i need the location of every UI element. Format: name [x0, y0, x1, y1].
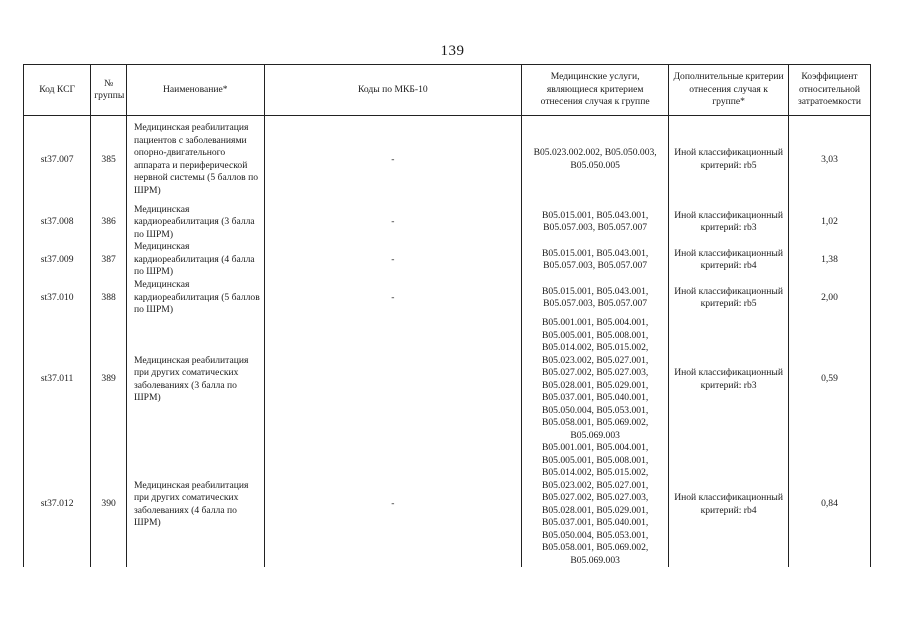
header-extra-criteria: Дополнительные критерии отнесения случая к группе* [669, 65, 789, 116]
row-criteria: Иной классификационный критерий: rb3 [669, 204, 789, 242]
ksg-table [23, 64, 871, 567]
header-group-number: № группы [91, 65, 127, 116]
row-group: 389 [91, 317, 127, 442]
row-name: Медицинская реабилитация при других соматических заболеваниях (4 балла по ШРМ) [126, 442, 264, 567]
row-coefficient: 0,84 [788, 442, 870, 567]
row-criteria: Иной классификационный критерий: rb5 [669, 279, 789, 317]
row-mkb: - [264, 204, 521, 242]
row-name: Медицинская кардиореабилитация (3 балла по ШРМ) [126, 204, 264, 242]
table-row [24, 279, 871, 317]
header-services: Медицинские услуги, являющиеся критерием отнесения случая к группе [522, 65, 669, 116]
header-name: Наименование* [126, 65, 264, 116]
row-code: st37.009 [24, 241, 91, 279]
row-coefficient: 1,38 [788, 241, 870, 279]
row-criteria: Иной классификационный критерий: rb5 [669, 116, 789, 204]
row-group: 388 [91, 279, 127, 317]
table-row [24, 442, 871, 567]
table-row [24, 204, 871, 242]
row-services: B05.001.001, B05.004.001, B05.005.001, B05.008.001, B05.014.002, B05.015.002, B05.023.002, B05.027.001, B05.027.002, B05.027.003, B05.028.001, B05.029.001, B05.037.001, B05.040.001, B05.050.004, B05.053.001, B05.058.001, B05.069.002, B05.069.003 [522, 442, 669, 567]
row-coefficient: 2,00 [788, 279, 870, 317]
header-coefficient: Коэффициент относительной затратоемкости [788, 65, 870, 116]
row-group: 387 [91, 241, 127, 279]
row-group: 386 [91, 204, 127, 242]
row-code: st37.010 [24, 279, 91, 317]
row-mkb [264, 317, 521, 442]
table-header-row [24, 65, 871, 116]
row-name: Медицинская реабилитация пациентов с заболеваниями опорно-двигательного аппарата и периферической нервной системы (5 баллов по ШРМ) [126, 116, 264, 204]
row-code: st37.011 [24, 317, 91, 442]
row-mkb: - [264, 241, 521, 279]
row-code: st37.008 [24, 204, 91, 242]
row-name: Медицинская реабилитация при других соматических заболеваниях (3 балла по ШРМ) [126, 317, 264, 442]
row-mkb: - [264, 116, 521, 204]
header-code: Код КСГ [24, 65, 91, 116]
row-coefficient: 0,59 [788, 317, 870, 442]
row-code: st37.012 [24, 442, 91, 567]
row-services: B05.023.002.002, B05.050.003, B05.050.005 [522, 116, 669, 204]
row-group: 385 [91, 116, 127, 204]
row-mkb: - [264, 442, 521, 567]
page-number: 139 [440, 43, 465, 59]
row-criteria: Иной классификационный критерий: rb4 [669, 241, 789, 279]
row-criteria: Иной классификационный критерий: rb4 [669, 442, 789, 567]
row-mkb: - [264, 279, 521, 317]
row-services: B05.001.001, B05.004.001, B05.005.001, B05.008.001, B05.014.002, B05.015.002, B05.023.002, B05.027.001, B05.027.002, B05.027.003, B05.028.001, B05.029.001, B05.037.001, B05.040.001, B05.050.004, B05.053.001, B05.058.001, B05.069.002, B05.069.003 [522, 317, 669, 442]
row-services: B05.015.001, B05.043.001, B05.057.003, B05.057.007 [522, 241, 669, 279]
row-coefficient: 1,02 [788, 204, 870, 242]
row-name: Медицинская кардиореабилитация (4 балла по ШРМ) [126, 241, 264, 279]
row-code: st37.007 [24, 116, 91, 204]
header-mkb-codes: Коды по МКБ-10 [264, 65, 521, 116]
row-criteria: Иной классификационный критерий: rb3 [669, 317, 789, 442]
row-group: 390 [91, 442, 127, 567]
table-row [24, 116, 871, 204]
row-coefficient: 3,03 [788, 116, 870, 204]
row-services: B05.015.001, B05.043.001, B05.057.003, B05.057.007 [522, 204, 669, 242]
table-row [24, 241, 871, 279]
row-services: B05.015.001, B05.043.001, B05.057.003, B05.057.007 [522, 279, 669, 317]
table-row [24, 317, 871, 442]
row-name: Медицинская кардиореабилитация (5 баллов по ШРМ) [126, 279, 264, 317]
